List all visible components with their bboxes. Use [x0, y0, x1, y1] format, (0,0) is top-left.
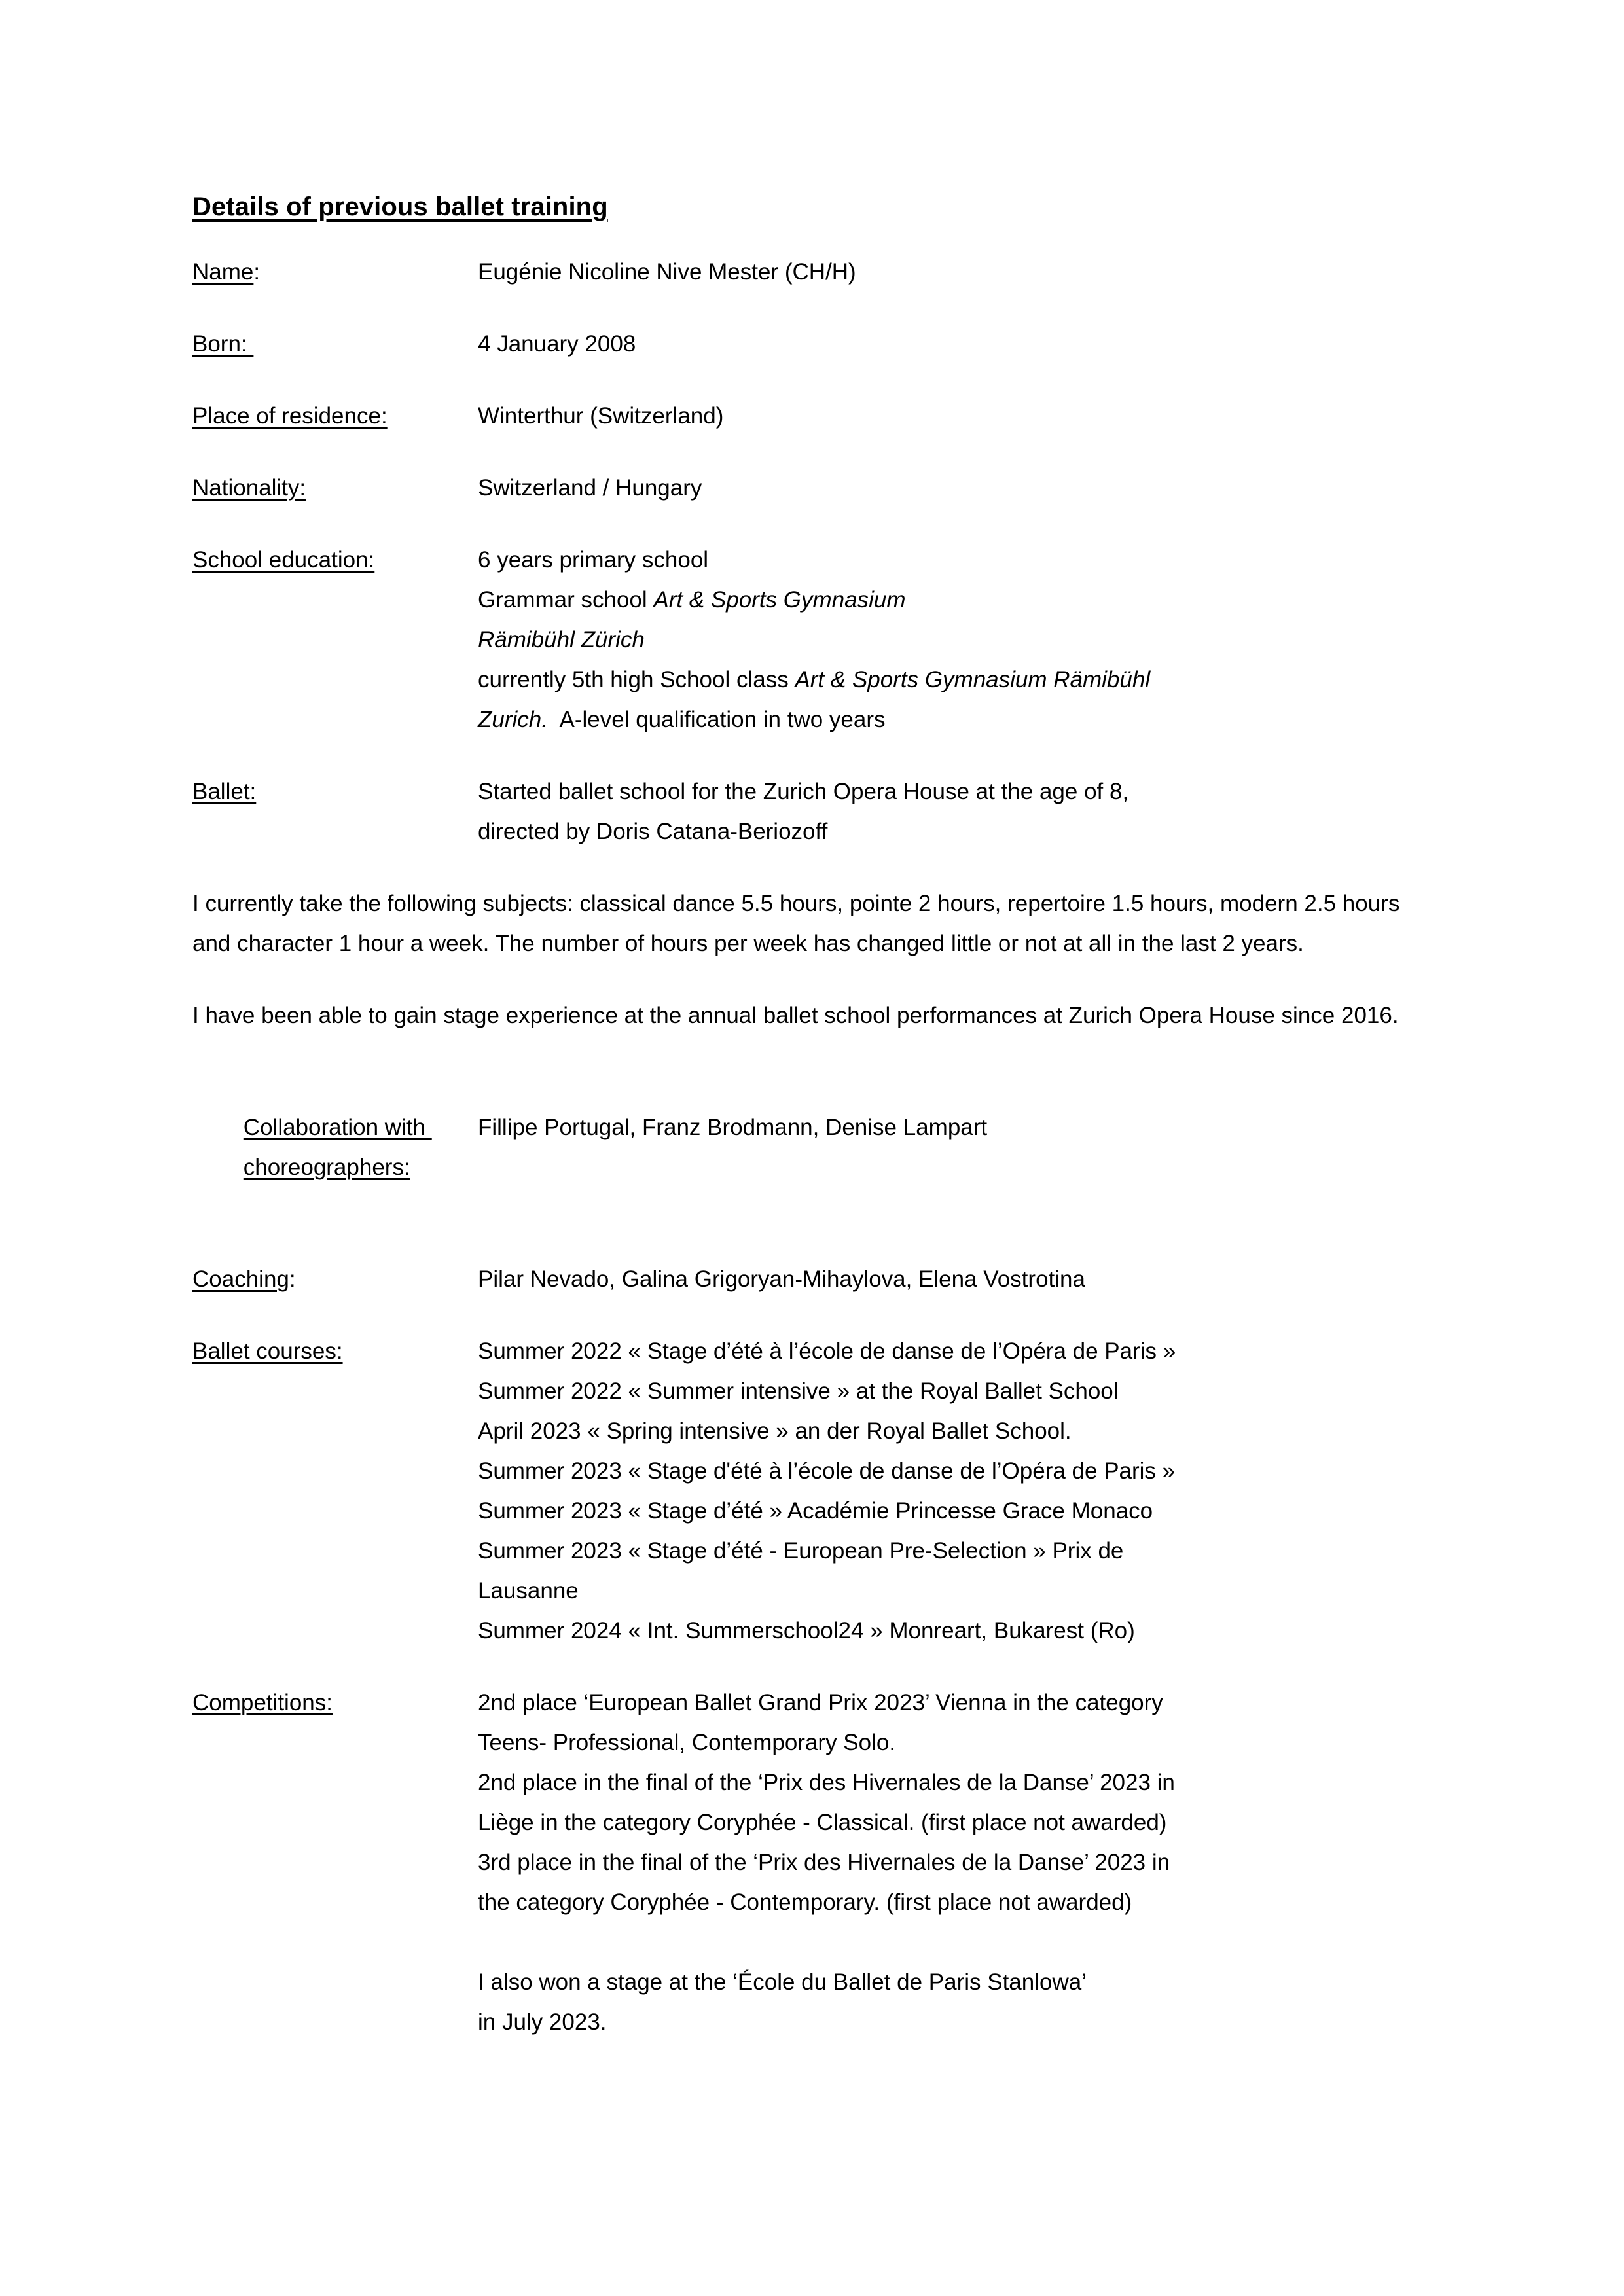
- info-label-coaching: [192, 1259, 478, 1299]
- info-value-nationality: [478, 468, 1430, 508]
- info-label-ballet-courses-underlined: Ballet courses:: [192, 1338, 343, 1364]
- paragraph-subjects: I currently take the following subjects: classical dance 5.5 hours, pointe 2 hours, repertoire 1.5 hours, modern 2.5 hours and character 1 hour a week. The number of hours per week has changed little or not at all in the last 2 years.: [192, 891, 1400, 956]
- info-label-ballet-underlined: Ballet:: [192, 779, 257, 804]
- info-value-line: Lausanne: [478, 1578, 579, 1604]
- info-value-line: in July 2023.: [478, 2009, 607, 2035]
- info-value-competitions: [478, 1683, 1430, 2042]
- info-value-line: Fillipe Portugal, Franz Brodmann, Denise Lampart: [478, 1115, 988, 1140]
- info-label-coaching-tail: :: [289, 1266, 296, 1292]
- info-row-competitions: [192, 1683, 1430, 2042]
- info-label-place-of-residence-underlined: Place of residence:: [192, 403, 388, 429]
- info-value-line: Started ballet school for the Zurich Opera House at the age of 8,: [478, 779, 1129, 804]
- info-label-line1-underlined: Collaboration with: [243, 1115, 432, 1140]
- info-value-line: 3rd place in the final of the ‘Prix des Hivernales de la Danse’ 2023 in: [478, 1850, 1170, 1875]
- info-row-ballet-courses: [192, 1331, 1430, 1651]
- info-value-born: [478, 324, 1430, 364]
- paragraph-stage-experience: I have been able to gain stage experience at the annual ballet school performances at Zurich Opera House since 2016.: [192, 1003, 1399, 1028]
- info-label-ballet: [192, 772, 478, 812]
- info-label-school-education-underlined: School education:: [192, 547, 375, 573]
- info-value-school-education: [478, 540, 1430, 740]
- info-label-born: [192, 324, 478, 364]
- info-value-line: Summer 2023 « Stage d’été - European Pre-Selection » Prix de: [478, 1538, 1124, 1564]
- info-value-line: Zurich. A-level qualification in two years: [478, 707, 886, 732]
- info-value-line: Pilar Nevado, Galina Grigoryan-Mihaylova, Elena Vostrotina: [478, 1266, 1085, 1292]
- blank-line: [478, 1922, 1430, 1962]
- info-value-collaboration-with-choreographers: [478, 1067, 1430, 1147]
- info-value-line: 6 years primary school: [478, 547, 709, 573]
- info-value-line: Grammar school Art & Sports Gymnasium: [478, 587, 906, 613]
- info-value-line: currently 5th high School class Art & Sports Gymnasium Rämibühl: [478, 667, 1151, 692]
- info-value-line: I also won a stage at the ‘École du Ballet de Paris Stanlowa’: [478, 1969, 1087, 1995]
- info-label-ballet-courses: [192, 1331, 478, 1371]
- info-value-line: Summer 2024 « Int. Summerschool24 » Monreart, Bukarest (Ro): [478, 1618, 1135, 1643]
- info-row-name: [192, 252, 1430, 292]
- info-value-line: April 2023 « Spring intensive » an der Royal Ballet School.: [478, 1418, 1072, 1444]
- info-row-born: [192, 324, 1430, 364]
- info-label-line: [244, 1155, 410, 1180]
- info-label-coaching-underlined: Coaching: [192, 1266, 289, 1292]
- italic-institution: Zurich.: [478, 707, 548, 732]
- document-content: [192, 194, 1430, 2042]
- italic-institution: Rämibühl Zürich: [478, 627, 645, 653]
- info-label-line: [244, 1115, 432, 1140]
- info-row-nationality: [192, 468, 1430, 508]
- info-label-competitions-underlined: Competitions:: [192, 1690, 333, 1715]
- info-value-line: Teens- Professional, Contemporary Solo.: [478, 1730, 896, 1755]
- info-value-line: [478, 620, 1430, 660]
- info-label-line2-underlined: choreographers:: [243, 1155, 410, 1180]
- info-value-line: 2nd place in the final of the ‘Prix des Hivernales de la Danse’ 2023 in: [478, 1770, 1175, 1795]
- info-label-born-underlined: Born:: [192, 331, 254, 357]
- info-value-ballet-courses: [478, 1331, 1430, 1651]
- info-value-line: Eugénie Nicoline Nive Mester (CH/H): [478, 259, 856, 285]
- info-value-name: [478, 252, 1430, 292]
- info-value-line: Liège in the category Coryphée - Classical. (first place not awarded): [478, 1810, 1167, 1835]
- italic-institution: Art & Sports Gymnasium Rämibühl: [795, 667, 1151, 692]
- info-label-name-underlined: Name: [192, 259, 254, 285]
- info-row-school-education: [192, 540, 1430, 740]
- info-value-coaching: [478, 1259, 1430, 1299]
- info-row-ballet: [192, 772, 1430, 852]
- info-label-collaboration-with-choreographers: [192, 1067, 478, 1227]
- info-value-line: Winterthur (Switzerland): [478, 403, 724, 429]
- info-value-ballet: [478, 772, 1430, 852]
- info-value-line: the category Coryphée - Contemporary. (first place not awarded): [478, 1890, 1132, 1915]
- info-label-place-of-residence: [192, 396, 478, 436]
- info-value-line: 4 January 2008: [478, 331, 636, 357]
- info-value-line: directed by Doris Catana-Beriozoff: [478, 819, 828, 844]
- info-value-line: Summer 2022 « Stage d’été à l’école de danse de l’Opéra de Paris »: [478, 1338, 1176, 1364]
- page-title: [192, 194, 1430, 220]
- info-value-line: Summer 2022 « Summer intensive » at the Royal Ballet School: [478, 1378, 1119, 1404]
- info-value-place-of-residence: [478, 396, 1430, 436]
- info-value-line: Summer 2023 « Stage d'été à l’école de danse de l’Opéra de Paris »: [478, 1458, 1176, 1484]
- info-label-name-tail: :: [253, 259, 261, 285]
- info-row-coaching: [192, 1259, 1430, 1299]
- page-title-text: Details of previous ballet training: [192, 192, 608, 221]
- info-label-competitions: [192, 1683, 478, 1723]
- info-label-school-education: [192, 540, 478, 580]
- info-label-nationality-underlined: Nationality:: [192, 475, 306, 501]
- info-value-line: Summer 2023 « Stage d’été » Académie Princesse Grace Monaco: [478, 1498, 1153, 1524]
- italic-institution: Art & Sports Gymnasium: [653, 587, 906, 613]
- info-row-collaboration-with-choreographers: [192, 1067, 1430, 1227]
- info-value-line: Switzerland / Hungary: [478, 475, 702, 501]
- info-row-place-of-residence: [192, 396, 1430, 436]
- info-value-line: 2nd place ‘European Ballet Grand Prix 2023’ Vienna in the category: [478, 1690, 1163, 1715]
- info-label-nationality: [192, 468, 478, 508]
- info-label-name: [192, 252, 478, 292]
